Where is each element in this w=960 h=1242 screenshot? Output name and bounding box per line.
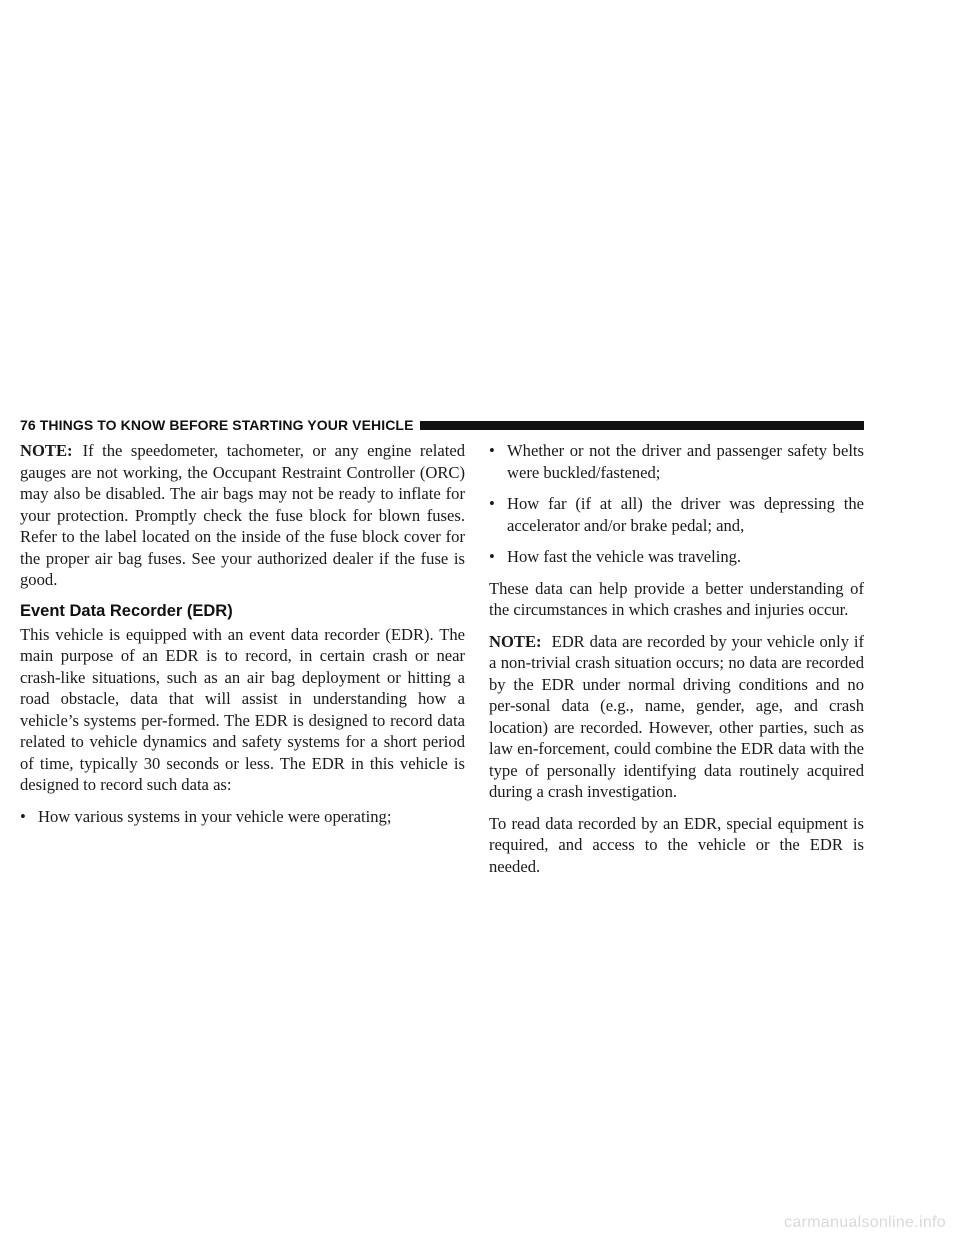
page-header (20, 414, 864, 436)
page-header-label: 76 THINGS TO KNOW BEFORE STARTING YOUR VEHICLE (20, 417, 414, 433)
bullet-icon: • (489, 441, 495, 460)
note-paragraph (20, 440, 465, 591)
note-paragraph (489, 631, 864, 803)
list-item (20, 806, 465, 828)
header-rule (420, 421, 864, 430)
bullet-icon: • (489, 547, 495, 566)
note-label: NOTE: (20, 441, 73, 460)
list-item-text: How far (if at all) the driver was depressing the accelerator and/or brake pedal; and, (507, 494, 864, 535)
note-text: If the speedometer, tachometer, or any engine related gauges are not working, the Occupant Restraint Controller (ORC) may also be disabled. The air bags may not be ready to inflate for your protection. Promptly check the fuse block for blown fuses. Refer to the label located on the inside of the fuse block cover for the proper air bag fuses. See your authorized dealer if the fuse is good. (20, 441, 465, 589)
list-item (489, 546, 864, 568)
list-item-text: How fast the vehicle was traveling. (507, 547, 742, 566)
section-heading: Event Data Recorder (EDR) (20, 601, 233, 620)
list-item (489, 493, 864, 536)
note-label: NOTE: (489, 631, 542, 651)
list-item-text: Whether or not the driver and passenger safety belts were buckled/fastened; (507, 441, 864, 482)
note-text: EDR data are recorded by your vehicle only if a non-trivial crash situation occurs; no data are recorded by the EDR under normal driving conditions and no per-sonal data (e.g., name, gender, age, and crash location) are recorded. However, other parties, such as law en-forcement, could combine the EDR data with the type of personally identifying data routinely acquired during a crash investigation. (489, 631, 864, 801)
edr-paragraph: This vehicle is equipped with an event data recorder (EDR). The main purpose of an EDR is to record, in certain crash or near crash-like situations, such as an air bag deployment or hitting a road obstacle, data that will assist in understanding how a vehicle’s systems per-formed. The EDR is designed to record data related to vehicle dynamics and safety systems for a short period of time, typically 30 seconds or less. The EDR in this vehicle is designed to record such data as: (20, 624, 465, 794)
edr-bullet-list-continued (489, 440, 864, 568)
read-data-paragraph: To read data recorded by an EDR, special equipment is required, and access to the vehicle or the EDR is needed. (489, 813, 864, 876)
bullet-icon: • (489, 494, 495, 513)
watermark: carmanualsonline.info (784, 1214, 946, 1231)
list-item (489, 440, 864, 483)
edr-bullet-list (20, 806, 465, 828)
circumstances-paragraph: These data can help provide a better understanding of the circumstances in which crashes and injuries occur. (489, 578, 864, 619)
left-column (20, 440, 465, 837)
right-column (489, 440, 864, 887)
bullet-icon: • (20, 806, 26, 826)
list-item-text: How various systems in your vehicle were operating; (38, 806, 392, 826)
